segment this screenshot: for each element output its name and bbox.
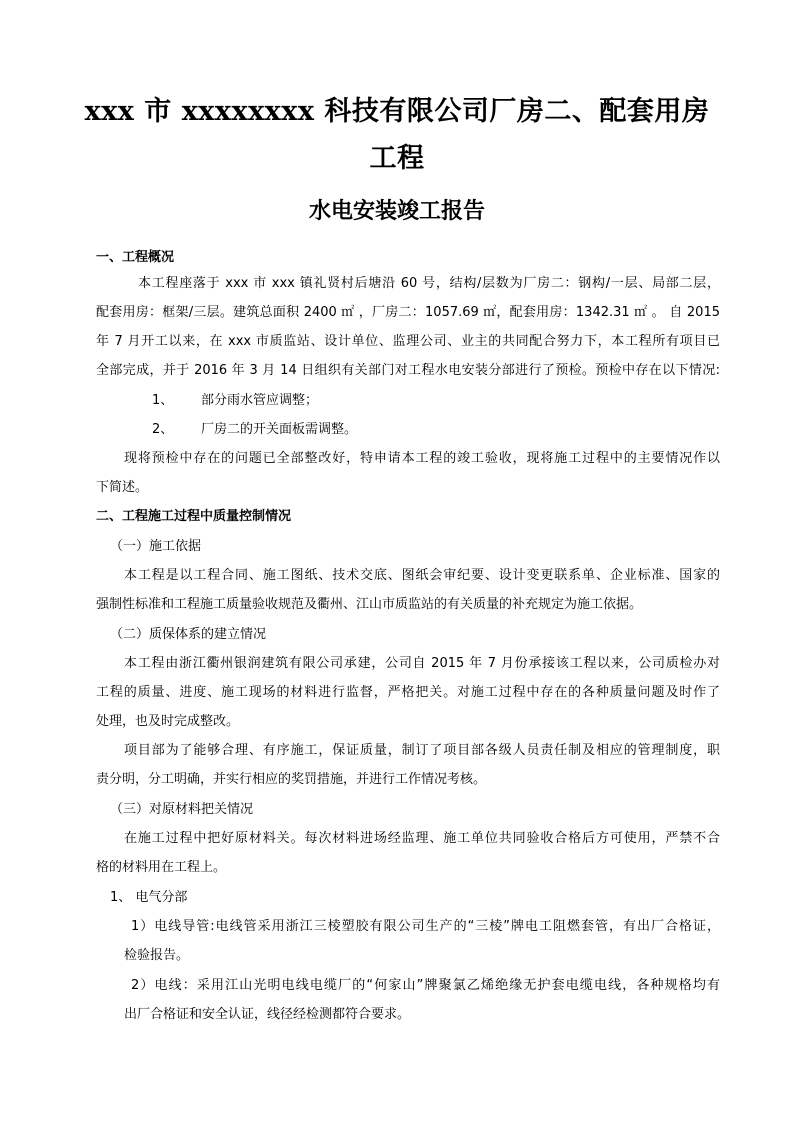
title-line-1: xxx 市 xxxxxxxx 科技有限公司厂房二、配套用房 xyxy=(84,96,710,127)
section-1-para-1-line-3: 年 7 月开工以来，在 xxx 市质监站、设计单位、监理公司、业主的共同配合努力下，本工程所有项目已 xyxy=(96,334,720,349)
issue-2-text: 厂房二的开关面板需调整。 xyxy=(201,422,358,437)
subsection-2-para-1-line-3: 处理，也及时完成整改。 xyxy=(96,714,240,729)
issue-1-number: 1、 xyxy=(152,393,174,408)
title-line-2: 工程 xyxy=(369,143,425,174)
section-1-para-1-line-4: 全部完成，并于 2016 年 3 月 14 日组织有关部门对工程水电安装分部进行了预检。预检中存在以下情况: xyxy=(96,363,720,378)
subsection-2-para-2-line-2: 责分明，分工明确，并实行相应的奖罚措施，并进行工作情况考核。 xyxy=(96,772,487,787)
issue-1-text: 部分雨水管应调整； xyxy=(201,393,319,408)
electrical-item-1-line-1: 1）电线导管:电线管采用浙江三棱塑胶有限公司生产的“三棱”牌电工阻燃套管，有出厂合格证， xyxy=(131,919,720,934)
section-1-heading: 一、工程概况 xyxy=(96,250,175,265)
subsection-3-para-line-1: 在施工过程中把好原材料关。每次材料进场经监理、施工单位共同验收合格后方可使用，严禁不合 xyxy=(124,831,720,846)
subsection-1-para-line-2: 强制性标准和工程施工质量验收规范及衢州、江山市质监站的有关质量的补充规定为施工依据。 xyxy=(96,597,643,612)
electrical-item-2-line-1: 2）电线：采用江山光明电线电缆厂的“何家山”牌聚氯乙烯绝缘无护套电缆电线，各种规格均有 xyxy=(131,978,720,993)
subsection-3-para-line-2: 格的材料用在工程上。 xyxy=(96,860,227,875)
section-1-para-1-line-1: 本工程座落于 xxx 市 xxx 镇礼贤村后塘沿 60 号，结构/层数为厂房二：钢构/一层、局部二层， xyxy=(138,276,720,291)
document-title xyxy=(60,88,734,182)
electrical-item-1-line-2: 检验报告。 xyxy=(124,948,190,963)
subsection-2-heading: （二）质保体系的建立情况 xyxy=(110,627,267,642)
electrical-item-2-line-2: 出厂合格证和安全认证，线径经检测都符合要求。 xyxy=(124,1007,411,1022)
section-1-para-1-line-2: 配套用房：框架/三层。建筑总面积 2400 ㎡ ，厂房二：1057.69 ㎡，配套用房：1342.31 ㎡ 。 自 2015 xyxy=(96,305,720,320)
document-subtitle: 水电安装竣工报告 xyxy=(308,198,485,224)
subsection-2-para-1-line-2: 工程的质量、进度、施工现场的材料进行监督，严格把关。对施工过程中存在的各种质量问题及时作了 xyxy=(96,685,720,700)
section-1-para-2-line-2: 下简述。 xyxy=(96,480,149,495)
section-2-heading: 二、工程施工过程中质量控制情况 xyxy=(96,509,292,524)
subsection-1-para-line-1: 本工程是以工程合同、施工图纸、技术交底、图纸会审纪要、设计变更联系单、企业标准、国家的 xyxy=(124,568,720,583)
subsection-2-para-1-line-1: 本工程由浙江衢州银润建筑有限公司承建，公司自 2015 年 7 月份承接该工程以来，公司质检办对 xyxy=(124,656,720,671)
section-1-para-2-line-1: 现将预检中存在的问题已全部整改好，特申请本工程的竣工验收，现将施工过程中的主要情况作以 xyxy=(124,451,720,466)
issue-2-number: 2、 xyxy=(152,422,174,437)
subsection-2-para-2-line-1: 项目部为了能够合理、有序施工，保证质量，制订了项目部各级人员责任制及相应的管理制度，职 xyxy=(124,743,720,758)
subsection-3-heading: （三）对原材料把关情况 xyxy=(110,802,254,817)
electrical-heading: 1、 电气分部 xyxy=(110,890,188,905)
subsection-1-heading: （一）施工依据 xyxy=(110,539,202,554)
